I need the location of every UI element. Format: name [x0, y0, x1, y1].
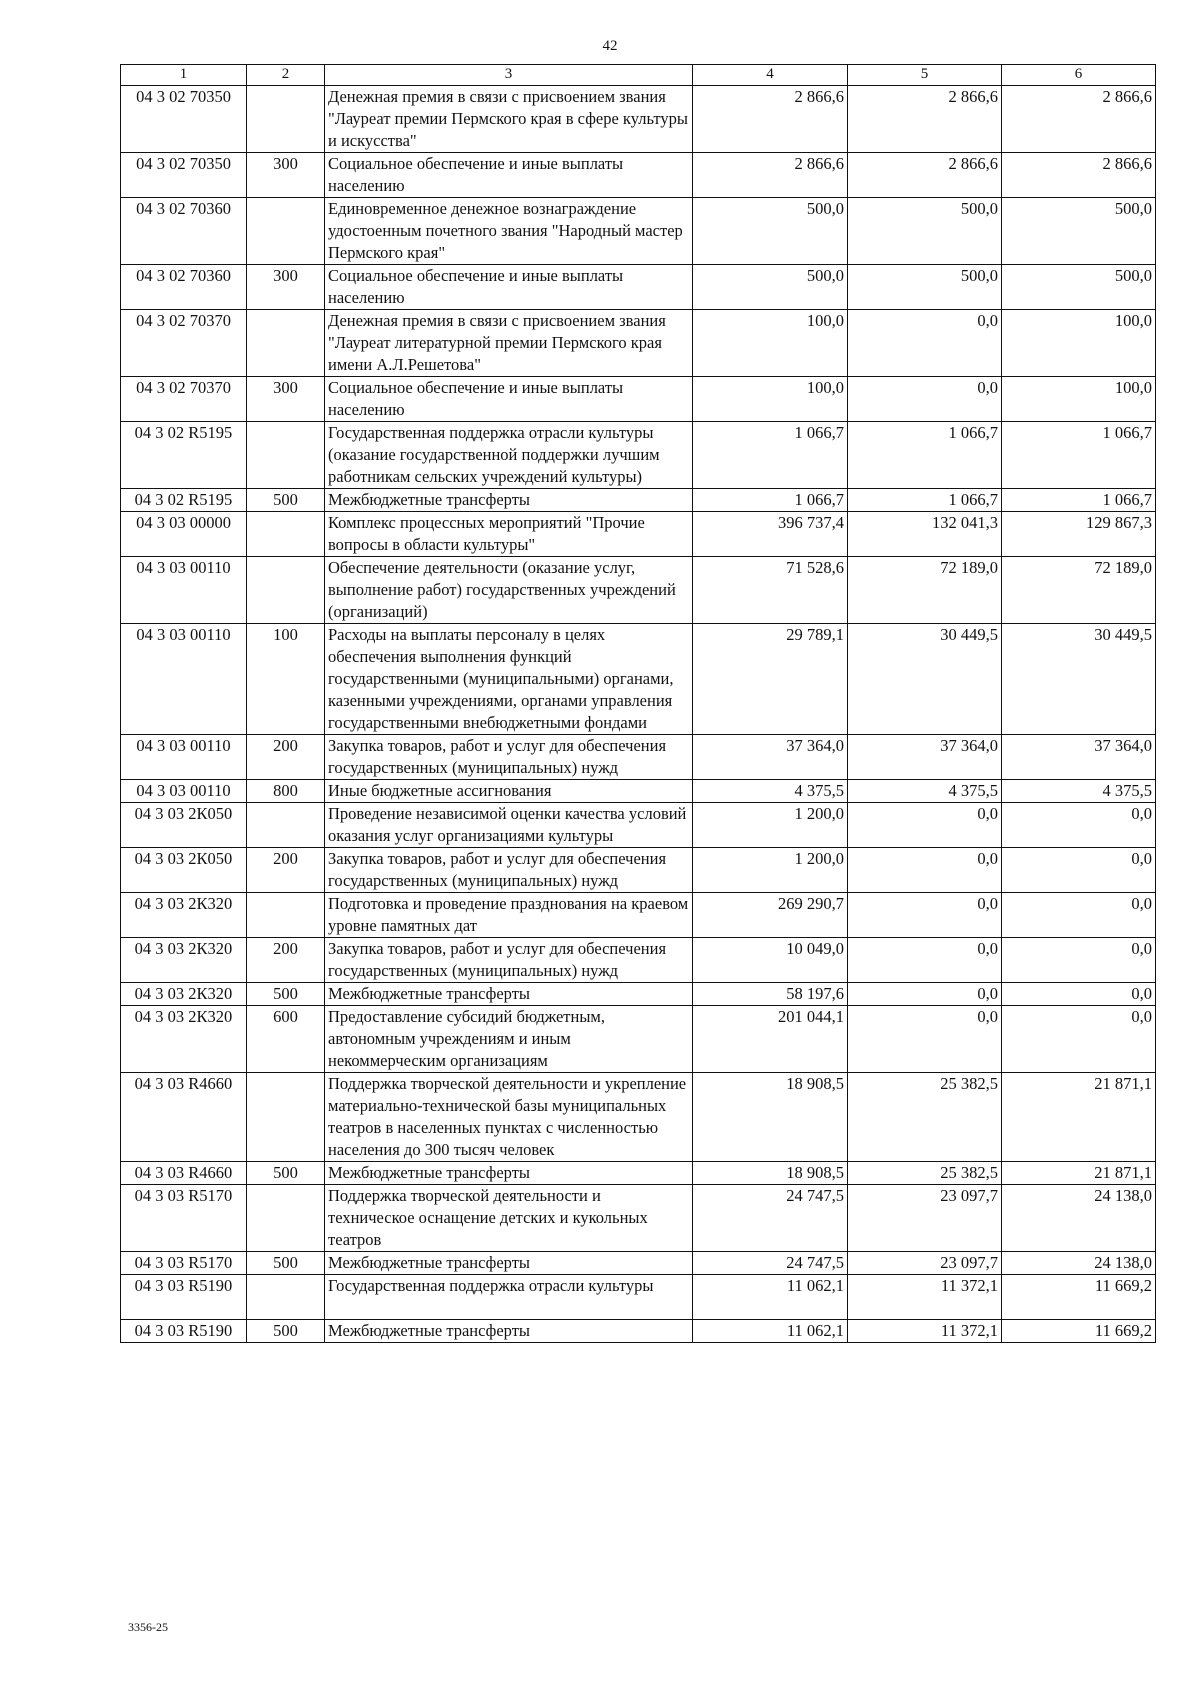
amount-col4-cell: 11 062,1 [693, 1320, 848, 1343]
budget-code-cell: 04 3 02 70350 [121, 86, 247, 153]
expense-type-cell: 200 [247, 848, 325, 893]
document-code: 3356-25 [128, 1620, 168, 1634]
budget-code-cell: 04 3 03 2К050 [121, 803, 247, 848]
table-body [121, 86, 1156, 1343]
budget-code-cell: 04 3 02 R5195 [121, 489, 247, 512]
table-row [121, 512, 1156, 557]
description-cell: Иные бюджетные ассигнования [325, 780, 693, 803]
budget-code-cell: 04 3 03 R5170 [121, 1185, 247, 1252]
header-cell-2: 2 [247, 65, 325, 86]
amount-col4-cell: 24 747,5 [693, 1252, 848, 1275]
amount-col4-cell: 100,0 [693, 310, 848, 377]
amount-col6-cell: 37 364,0 [1002, 735, 1156, 780]
budget-code-cell: 04 3 03 00000 [121, 512, 247, 557]
table-row [121, 265, 1156, 310]
budget-code-cell: 04 3 03 R5190 [121, 1320, 247, 1343]
amount-col5-cell: 1 066,7 [848, 489, 1002, 512]
expense-type-cell: 300 [247, 265, 325, 310]
amount-col4-cell: 1 066,7 [693, 489, 848, 512]
amount-col5-cell: 30 449,5 [848, 624, 1002, 735]
amount-col4-cell: 58 197,6 [693, 983, 848, 1006]
amount-col6-cell: 4 375,5 [1002, 780, 1156, 803]
amount-col6-cell: 0,0 [1002, 983, 1156, 1006]
amount-col6-cell: 0,0 [1002, 938, 1156, 983]
amount-col6-cell: 2 866,6 [1002, 86, 1156, 153]
header-cell-5: 5 [848, 65, 1002, 86]
description-cell: Закупка товаров, работ и услуг для обеспечения государственных (муниципальных) нужд [325, 735, 693, 780]
page-number: 42 [602, 38, 618, 54]
amount-col4-cell: 2 866,6 [693, 153, 848, 198]
amount-col5-cell: 37 364,0 [848, 735, 1002, 780]
table-row [121, 1252, 1156, 1275]
amount-col4-cell: 71 528,6 [693, 557, 848, 624]
expense-type-cell [247, 198, 325, 265]
header-cell-1: 1 [121, 65, 247, 86]
amount-col6-cell: 1 066,7 [1002, 422, 1156, 489]
amount-col4-cell: 269 290,7 [693, 893, 848, 938]
description-cell: Межбюджетные трансферты [325, 1162, 693, 1185]
expense-type-cell [247, 86, 325, 153]
header-cell-3: 3 [325, 65, 693, 86]
amount-col6-cell: 129 867,3 [1002, 512, 1156, 557]
expense-type-cell [247, 1185, 325, 1252]
amount-col6-cell: 24 138,0 [1002, 1185, 1156, 1252]
amount-col4-cell: 24 747,5 [693, 1185, 848, 1252]
table-row [121, 1162, 1156, 1185]
amount-col5-cell: 500,0 [848, 198, 1002, 265]
description-cell: Подготовка и проведение празднования на краевом уровне памятных дат [325, 893, 693, 938]
description-cell: Комплекс процессных мероприятий "Прочие вопросы в области культуры" [325, 512, 693, 557]
description-cell: Межбюджетные трансферты [325, 1252, 693, 1275]
amount-col4-cell: 1 200,0 [693, 803, 848, 848]
description-cell: Расходы на выплаты персоналу в целях обеспечения выполнения функций государственными (муниципальными) органами, казенными учреждениями, органами управления государственными внебюджетными фондами [325, 624, 693, 735]
budget-code-cell: 04 3 03 00110 [121, 780, 247, 803]
description-cell: Социальное обеспечение и иные выплаты населению [325, 153, 693, 198]
budget-code-cell: 04 3 03 R4660 [121, 1073, 247, 1162]
table-row [121, 893, 1156, 938]
description-cell: Закупка товаров, работ и услуг для обеспечения государственных (муниципальных) нужд [325, 938, 693, 983]
amount-col5-cell: 23 097,7 [848, 1252, 1002, 1275]
budget-code-cell: 04 3 03 00110 [121, 557, 247, 624]
description-cell: Социальное обеспечение и иные выплаты населению [325, 377, 693, 422]
table-row [121, 803, 1156, 848]
amount-col4-cell: 100,0 [693, 377, 848, 422]
amount-col4-cell: 1 066,7 [693, 422, 848, 489]
description-cell: Единовременное денежное вознаграждение удостоенным почетного звания "Народный мастер Пермского края" [325, 198, 693, 265]
description-cell: Обеспечение деятельности (оказание услуг, выполнение работ) государственных учреждений (организаций) [325, 557, 693, 624]
budget-code-cell: 04 3 03 2К320 [121, 1006, 247, 1073]
expense-type-cell: 500 [247, 1320, 325, 1343]
budget-code-cell: 04 3 02 R5195 [121, 422, 247, 489]
description-cell: Закупка товаров, работ и услуг для обеспечения государственных (муниципальных) нужд [325, 848, 693, 893]
amount-col4-cell: 201 044,1 [693, 1006, 848, 1073]
amount-col6-cell: 0,0 [1002, 1006, 1156, 1073]
expense-type-cell: 500 [247, 1162, 325, 1185]
header-row [121, 65, 1156, 86]
budget-table [120, 64, 1156, 1343]
amount-col5-cell: 23 097,7 [848, 1185, 1002, 1252]
amount-col6-cell: 30 449,5 [1002, 624, 1156, 735]
amount-col6-cell: 21 871,1 [1002, 1073, 1156, 1162]
amount-col5-cell: 25 382,5 [848, 1073, 1002, 1162]
amount-col4-cell: 11 062,1 [693, 1275, 848, 1320]
amount-col4-cell: 2 866,6 [693, 86, 848, 153]
amount-col5-cell: 0,0 [848, 377, 1002, 422]
expense-type-cell [247, 803, 325, 848]
budget-code-cell: 04 3 03 2К320 [121, 938, 247, 983]
amount-col6-cell: 100,0 [1002, 377, 1156, 422]
description-cell: Социальное обеспечение и иные выплаты населению [325, 265, 693, 310]
table-row [121, 1006, 1156, 1073]
budget-code-cell: 04 3 03 R5190 [121, 1275, 247, 1320]
budget-code-cell: 04 3 02 70370 [121, 377, 247, 422]
description-cell: Предоставление субсидий бюджетным, автономным учреждениям и иным некоммерческим организациям [325, 1006, 693, 1073]
expense-type-cell: 800 [247, 780, 325, 803]
table-row [121, 153, 1156, 198]
budget-code-cell: 04 3 03 2К320 [121, 893, 247, 938]
amount-col4-cell: 500,0 [693, 198, 848, 265]
amount-col4-cell: 29 789,1 [693, 624, 848, 735]
amount-col4-cell: 396 737,4 [693, 512, 848, 557]
description-cell: Межбюджетные трансферты [325, 489, 693, 512]
budget-code-cell: 04 3 03 00110 [121, 735, 247, 780]
expense-type-cell: 500 [247, 489, 325, 512]
budget-code-cell: 04 3 03 2К050 [121, 848, 247, 893]
table-row [121, 735, 1156, 780]
table-row [121, 198, 1156, 265]
amount-col5-cell: 0,0 [848, 310, 1002, 377]
amount-col6-cell: 500,0 [1002, 198, 1156, 265]
amount-col6-cell: 1 066,7 [1002, 489, 1156, 512]
expense-type-cell [247, 557, 325, 624]
table-row [121, 310, 1156, 377]
amount-col6-cell: 2 866,6 [1002, 153, 1156, 198]
amount-col6-cell: 21 871,1 [1002, 1162, 1156, 1185]
table-row [121, 1320, 1156, 1343]
expense-type-cell: 600 [247, 1006, 325, 1073]
amount-col5-cell: 0,0 [848, 848, 1002, 893]
amount-col5-cell: 2 866,6 [848, 86, 1002, 153]
table-row [121, 1073, 1156, 1162]
amount-col5-cell: 0,0 [848, 803, 1002, 848]
table-row [121, 1275, 1156, 1320]
amount-col6-cell: 11 669,2 [1002, 1320, 1156, 1343]
budget-code-cell: 04 3 03 R4660 [121, 1162, 247, 1185]
amount-col5-cell: 11 372,1 [848, 1275, 1002, 1320]
amount-col5-cell: 0,0 [848, 938, 1002, 983]
amount-col5-cell: 132 041,3 [848, 512, 1002, 557]
expense-type-cell [247, 1073, 325, 1162]
description-cell: Государственная поддержка отрасли культуры [325, 1275, 693, 1320]
amount-col5-cell: 500,0 [848, 265, 1002, 310]
table-row [121, 489, 1156, 512]
amount-col5-cell: 0,0 [848, 893, 1002, 938]
description-cell: Денежная премия в связи с присвоением звания "Лауреат премии Пермского края в сфере культуры и искусства" [325, 86, 693, 153]
amount-col4-cell: 4 375,5 [693, 780, 848, 803]
budget-code-cell: 04 3 02 70350 [121, 153, 247, 198]
budget-code-cell: 04 3 03 R5170 [121, 1252, 247, 1275]
budget-code-cell: 04 3 02 70360 [121, 198, 247, 265]
amount-col5-cell: 4 375,5 [848, 780, 1002, 803]
amount-col5-cell: 11 372,1 [848, 1320, 1002, 1343]
table-row [121, 938, 1156, 983]
amount-col4-cell: 500,0 [693, 265, 848, 310]
table-row [121, 377, 1156, 422]
description-cell: Денежная премия в связи с присвоением звания "Лауреат литературной премии Пермского края имени А.Л.Решетова" [325, 310, 693, 377]
expense-type-cell [247, 310, 325, 377]
table-row [121, 983, 1156, 1006]
amount-col6-cell: 72 189,0 [1002, 557, 1156, 624]
description-cell: Проведение независимой оценки качества условий оказания услуг организациями культуры [325, 803, 693, 848]
expense-type-cell: 300 [247, 377, 325, 422]
description-cell: Поддержка творческой деятельности и техническое оснащение детских и кукольных театров [325, 1185, 693, 1252]
budget-code-cell: 04 3 03 2К320 [121, 983, 247, 1006]
description-cell: Государственная поддержка отрасли культуры (оказание государственной поддержки лучшим работникам сельских учреждений культуры) [325, 422, 693, 489]
amount-col6-cell: 0,0 [1002, 803, 1156, 848]
amount-col4-cell: 18 908,5 [693, 1073, 848, 1162]
expense-type-cell: 100 [247, 624, 325, 735]
amount-col4-cell: 10 049,0 [693, 938, 848, 983]
table-row [121, 1185, 1156, 1252]
header-cell-6: 6 [1002, 65, 1156, 86]
expense-type-cell: 200 [247, 735, 325, 780]
description-cell: Межбюджетные трансферты [325, 983, 693, 1006]
amount-col5-cell: 2 866,6 [848, 153, 1002, 198]
header-cell-4: 4 [693, 65, 848, 86]
budget-code-cell: 04 3 02 70370 [121, 310, 247, 377]
amount-col5-cell: 1 066,7 [848, 422, 1002, 489]
amount-col6-cell: 24 138,0 [1002, 1252, 1156, 1275]
description-cell: Межбюджетные трансферты [325, 1320, 693, 1343]
table-row [121, 422, 1156, 489]
expense-type-cell [247, 422, 325, 489]
table-row [121, 557, 1156, 624]
expense-type-cell [247, 893, 325, 938]
expense-type-cell: 500 [247, 1252, 325, 1275]
amount-col4-cell: 37 364,0 [693, 735, 848, 780]
amount-col4-cell: 18 908,5 [693, 1162, 848, 1185]
budget-code-cell: 04 3 03 00110 [121, 624, 247, 735]
amount-col5-cell: 0,0 [848, 1006, 1002, 1073]
expense-type-cell: 300 [247, 153, 325, 198]
description-cell: Поддержка творческой деятельности и укрепление материально-технической базы муниципальных театров в населенных пунктах с численностью населения до 300 тысяч человек [325, 1073, 693, 1162]
amount-col6-cell: 500,0 [1002, 265, 1156, 310]
table-row [121, 86, 1156, 153]
amount-col6-cell: 0,0 [1002, 893, 1156, 938]
table-row [121, 780, 1156, 803]
budget-code-cell: 04 3 02 70360 [121, 265, 247, 310]
expense-type-cell [247, 512, 325, 557]
table-row [121, 624, 1156, 735]
amount-col5-cell: 0,0 [848, 983, 1002, 1006]
expense-type-cell [247, 1275, 325, 1320]
amount-col6-cell: 0,0 [1002, 848, 1156, 893]
expense-type-cell: 200 [247, 938, 325, 983]
amount-col6-cell: 100,0 [1002, 310, 1156, 377]
amount-col6-cell: 11 669,2 [1002, 1275, 1156, 1320]
amount-col5-cell: 72 189,0 [848, 557, 1002, 624]
amount-col5-cell: 25 382,5 [848, 1162, 1002, 1185]
table-row [121, 848, 1156, 893]
expense-type-cell: 500 [247, 983, 325, 1006]
amount-col4-cell: 1 200,0 [693, 848, 848, 893]
